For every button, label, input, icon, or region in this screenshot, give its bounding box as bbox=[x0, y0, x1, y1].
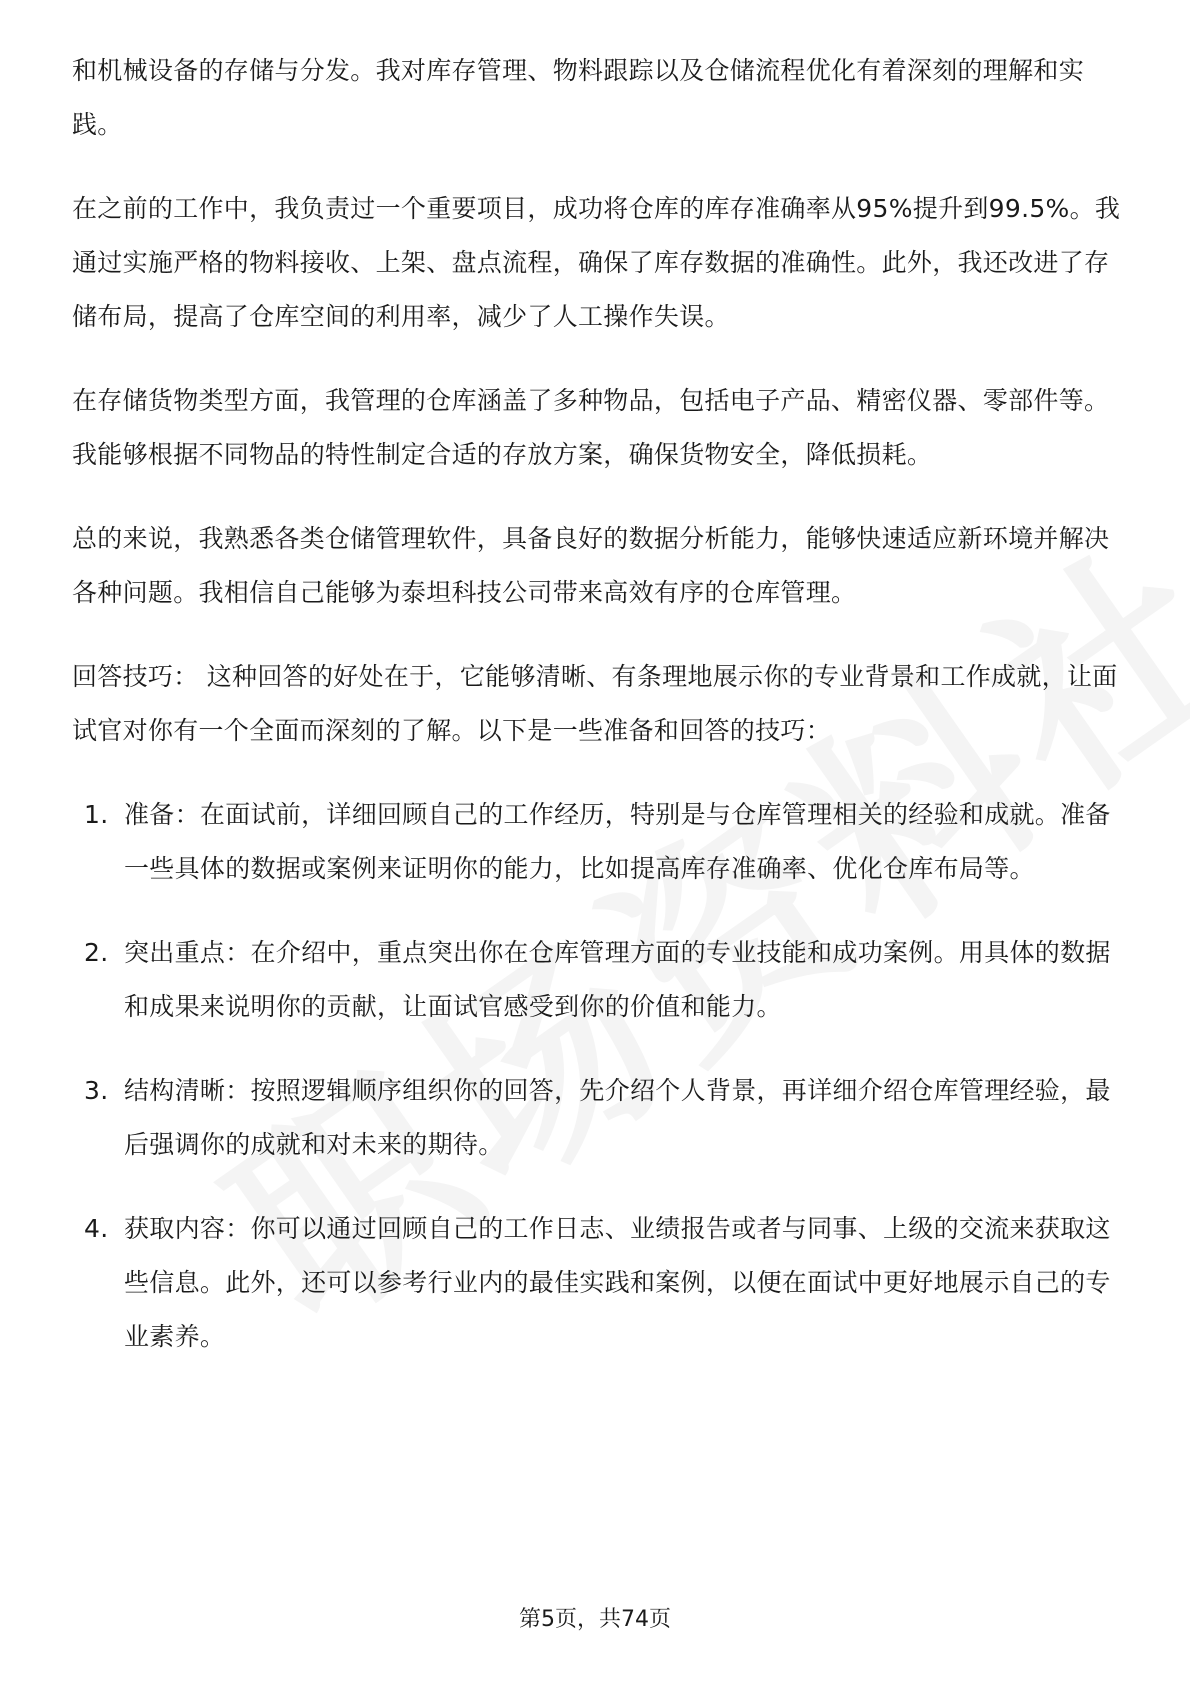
paragraph-goods-types: 在存储货物类型方面，我管理的仓库涵盖了多种物品，包括电子产品、精密仪器、零部件等。我能够根据不同物品的特性制定合适的存放方案，确保货物安全，降低损耗。 bbox=[72, 386, 1110, 469]
list-item bbox=[72, 926, 1122, 1034]
paragraph-answer-tips-intro: 回答技巧： 这种回答的好处在于，它能够清晰、有条理地展示你的专业背景和工作成就，让面试官对你有一个全面而深刻的了解。以下是一些准备和回答的技巧： bbox=[72, 662, 1118, 745]
paragraph-summary: 总的来说，我熟悉各类仓储管理软件，具备良好的数据分析能力，能够快速适应新环境并解决各种问题。我相信自己能够为泰坦科技公司带来高效有序的仓库管理。 bbox=[72, 524, 1110, 607]
list-item bbox=[72, 1202, 1122, 1364]
list-item bbox=[72, 788, 1122, 896]
list-item-text: 突出重点：在介绍中，重点突出你在仓库管理方面的专业技能和成功案例。用具体的数据和成果来说明你的贡献，让面试官感受到你的价值和能力。 bbox=[124, 938, 1111, 1021]
list-number: 2. bbox=[84, 938, 109, 967]
list-number: 1. bbox=[84, 800, 109, 829]
list-number: 4. bbox=[84, 1214, 109, 1243]
list-item-text: 获取内容：你可以通过回顾自己的工作日志、业绩报告或者与同事、上级的交流来获取这些信息。此外，还可以参考行业内的最佳实践和案例，以便在面试中更好地展示自己的专业素养。 bbox=[124, 1214, 1111, 1351]
page-content bbox=[72, 44, 1122, 1394]
list-item bbox=[72, 1064, 1122, 1172]
list-item-text: 结构清晰：按照逻辑顺序组织你的回答，先介绍个人背景，再详细介绍仓库管理经验，最后强调你的成就和对未来的期待。 bbox=[124, 1076, 1111, 1159]
list-number: 3. bbox=[84, 1076, 109, 1105]
paragraph-project-experience: 在之前的工作中，我负责过一个重要项目，成功将仓库的库存准确率从95%提升到99.5%。我通过实施严格的物料接收、上架、盘点流程，确保了库存数据的准确性。此外，我还改进了存储布局，提高了仓库空间的利用率，减少了人工操作失误。 bbox=[72, 194, 1121, 331]
list-item-text: 准备：在面试前，详细回顾自己的工作经历，特别是与仓库管理相关的经验和成就。准备一些具体的数据或案例来证明你的能力，比如提高库存准确率、优化仓库布局等。 bbox=[124, 800, 1111, 883]
page-footer: 第5页，共74页 bbox=[519, 1607, 671, 1632]
tips-list bbox=[72, 788, 1122, 1364]
paragraph-intro-continued: 和机械设备的存储与分发。我对库存管理、物料跟踪以及仓储流程优化有着深刻的理解和实践。 bbox=[72, 56, 1085, 139]
